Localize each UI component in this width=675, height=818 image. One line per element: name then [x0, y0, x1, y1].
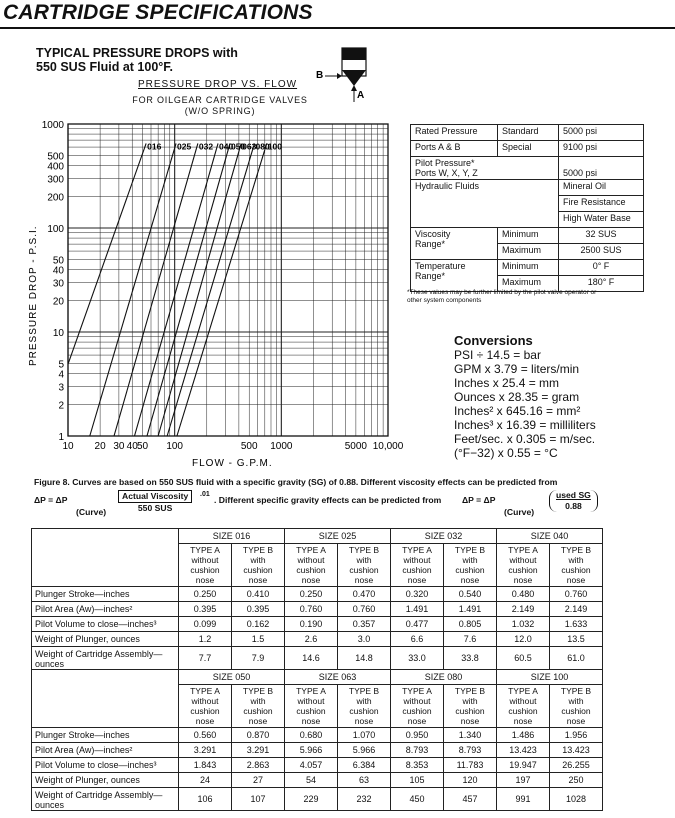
value-cell: 4.057	[285, 758, 338, 773]
conversions-heading: Conversions	[454, 333, 533, 348]
spec-cell: Maximum	[498, 244, 559, 260]
spec-cell: Mineral Oil	[559, 180, 644, 196]
row-label: Plunger Stroke—inches	[32, 728, 179, 743]
spec-cell-line: Range*	[415, 239, 446, 249]
blank-cell	[32, 685, 179, 728]
value-cell: 8.793	[444, 743, 497, 758]
section-title-line1: TYPICAL PRESSURE DROPS with	[36, 46, 238, 60]
value-cell: 0.250	[179, 587, 232, 602]
value-cell: 0.395	[179, 602, 232, 617]
cartridge-size-table	[31, 528, 603, 811]
spec-cell: 2500 SUS	[559, 244, 644, 260]
value-cell: 0.870	[232, 728, 285, 743]
series-label-080: 080	[255, 141, 270, 152]
value-cell: 27	[232, 773, 285, 788]
table-row	[32, 647, 603, 670]
value-cell: 2.149	[550, 602, 603, 617]
x-tick-label: 30	[113, 441, 125, 452]
conversion-line: GPM x 3.79 = liters/min	[454, 362, 580, 376]
series-label-100: 100	[267, 141, 282, 152]
series-line-025	[90, 143, 176, 436]
y-tick-label: 4	[58, 369, 64, 381]
value-cell: 0.950	[391, 728, 444, 743]
value-cell: 8.353	[391, 758, 444, 773]
series-label-063: 063	[242, 141, 257, 152]
value-cell: 3.291	[232, 743, 285, 758]
chart-subtitle-2: (W/O SPRING)	[184, 106, 256, 116]
figure-caption-line1: Figure 8. Curves are based on 550 SUS fluid with a specific gravity (SG) of 0.88. Different viscosity effects can be predicted from	[34, 477, 558, 487]
viscosity-ratio	[118, 490, 192, 514]
type-a-header: TYPE A without cushion nose	[391, 685, 444, 728]
value-cell: 11.783	[444, 758, 497, 773]
x-tick-label: 100	[166, 441, 184, 452]
value-cell: 0.190	[285, 617, 338, 632]
type-a-header: TYPE A without cushion nose	[179, 544, 232, 587]
table-row	[32, 587, 603, 602]
value-cell: 450	[391, 788, 444, 811]
x-tick-label: 5000	[344, 441, 368, 452]
figure-caption	[34, 476, 644, 518]
value-cell: 107	[232, 788, 285, 811]
value-cell: 2.863	[232, 758, 285, 773]
value-cell: 0.320	[391, 587, 444, 602]
port-a-label: A	[357, 90, 365, 101]
conversion-line: PSI ÷ 14.5 = bar	[454, 348, 541, 362]
delta-p-formula: ΔP = ΔP	[34, 495, 68, 505]
x-axis-label: FLOW - G.P.M.	[192, 458, 273, 469]
value-cell: 0.480	[497, 587, 550, 602]
spec-footnote: *These values may be further limited by the pilot valve operator or other system components	[407, 289, 597, 304]
type-b-header: TYPE B with cushion nose	[444, 544, 497, 587]
blank-cell	[32, 670, 179, 685]
spec-cell: Fire Resistance	[559, 196, 644, 212]
value-cell: 54	[285, 773, 338, 788]
value-cell: 2.6	[285, 632, 338, 647]
y-tick-label: 30	[52, 278, 64, 290]
spec-cell: 9100 psi	[559, 141, 644, 157]
y-axis-label: PRESSURE DROP - P.S.I.	[28, 225, 39, 366]
value-cell: 1.2	[179, 632, 232, 647]
table-row	[32, 632, 603, 647]
type-a-header: TYPE A without cushion nose	[497, 685, 550, 728]
value-cell: 13.423	[497, 743, 550, 758]
value-cell: 250	[550, 773, 603, 788]
y-tick-label: 20	[52, 296, 64, 308]
value-cell: 3.291	[179, 743, 232, 758]
figure-formula	[34, 492, 644, 518]
value-cell: 1.486	[497, 728, 550, 743]
row-label: Weight of Plunger, ounces	[32, 773, 179, 788]
value-cell: 0.560	[179, 728, 232, 743]
conversion-line: Ounces x 28.35 = gram	[454, 390, 580, 404]
row-label: Pilot Area (Aw)—inches²	[32, 743, 179, 758]
value-cell: 63	[338, 773, 391, 788]
value-cell: 3.0	[338, 632, 391, 647]
series-label-025: 025	[177, 141, 192, 152]
value-cell: 1.633	[550, 617, 603, 632]
size-header: SIZE 032	[391, 529, 497, 544]
spec-cell: Rated Pressure	[411, 125, 498, 141]
value-cell: 12.0	[497, 632, 550, 647]
value-cell: 0.680	[285, 728, 338, 743]
row-label: Plunger Stroke—inches	[32, 587, 179, 602]
size-header-row	[32, 670, 603, 685]
x-tick-label: 50	[136, 441, 149, 452]
table-row	[32, 773, 603, 788]
conversion-line: Feet/sec. x 0.305 = m/sec.	[454, 432, 596, 446]
conversion-line: Inches² x 645.16 = mm²	[454, 404, 581, 418]
value-cell: 0.162	[232, 617, 285, 632]
series-label-032: 032	[198, 141, 214, 152]
value-cell: 26.255	[550, 758, 603, 773]
series-label-050: 050	[230, 141, 246, 152]
value-cell: 0.760	[338, 602, 391, 617]
value-cell: 6.384	[338, 758, 391, 773]
value-cell: 1.843	[179, 758, 232, 773]
type-a-header: TYPE A without cushion nose	[497, 544, 550, 587]
value-cell: 7.6	[444, 632, 497, 647]
y-tick-label: 50	[52, 255, 64, 267]
series-line-100	[177, 141, 270, 436]
y-tick-label: 300	[47, 174, 64, 186]
port-b-label: B	[316, 70, 324, 81]
cartridge-valve-symbol	[315, 44, 375, 104]
value-cell: 8.793	[391, 743, 444, 758]
table-row	[32, 617, 603, 632]
y-tick-label: 500	[47, 151, 64, 163]
type-b-header: TYPE B with cushion nose	[338, 544, 391, 587]
value-cell: 13.5	[550, 632, 603, 647]
value-cell: 457	[444, 788, 497, 811]
x-tick-label: 10,000	[372, 441, 404, 452]
type-a-header: TYPE A without cushion nose	[285, 685, 338, 728]
series-line-032	[114, 143, 198, 436]
type-header-row	[32, 685, 603, 728]
plot-frame	[68, 124, 388, 436]
row-label: Pilot Volume to close—inches³	[32, 758, 179, 773]
value-cell: 0.395	[232, 602, 285, 617]
value-cell: 61.0	[550, 647, 603, 670]
spec-cell	[411, 157, 559, 180]
spec-cell: Standard	[498, 125, 559, 141]
series-line-080	[167, 141, 257, 436]
size-header: SIZE 016	[179, 529, 285, 544]
section-title	[36, 46, 238, 74]
chart-title: PRESSURE DROP VS. FLOW	[138, 79, 298, 90]
value-cell: 7.7	[179, 647, 232, 670]
type-header-row	[32, 544, 603, 587]
spec-cell-line: Pilot Pressure*	[415, 158, 475, 168]
type-b-header: TYPE B with cushion nose	[444, 685, 497, 728]
sg-ratio	[549, 490, 598, 512]
chart-subtitle: FOR OILGEAR CARTRIDGE VALVES	[132, 95, 308, 105]
size-header: SIZE 050	[179, 670, 285, 685]
value-cell: 14.6	[285, 647, 338, 670]
series-line-050	[147, 143, 230, 436]
rated-spec-table	[410, 124, 644, 292]
table-row	[32, 743, 603, 758]
row-label: Weight of Plunger, ounces	[32, 632, 179, 647]
value-cell: 33.0	[391, 647, 444, 670]
conversion-line: (°F−32) x 0.55 = °C	[454, 446, 558, 460]
blank-cell	[32, 544, 179, 587]
used-sg-label: used SG	[556, 490, 591, 500]
spec-cell-line: Viscosity	[415, 229, 451, 239]
value-cell: 5.966	[338, 743, 391, 758]
sus-label: 550 SUS	[137, 503, 173, 513]
value-cell: 0.477	[391, 617, 444, 632]
value-cell: 1.491	[444, 602, 497, 617]
y-tick-label: 40	[52, 265, 64, 277]
conversion-line: Inches x 25.4 = mm	[454, 376, 560, 390]
table-row	[32, 758, 603, 773]
value-cell: 106	[179, 788, 232, 811]
size-header: SIZE 100	[497, 670, 603, 685]
type-a-header: TYPE A without cushion nose	[391, 544, 444, 587]
spec-cell: Maximum	[498, 276, 559, 292]
value-cell: 19.947	[497, 758, 550, 773]
spec-cell-line: Temperature	[415, 261, 466, 271]
figure-caption-line2: . Different specific gravity effects can be predicted from	[214, 495, 442, 505]
value-cell: 0.805	[444, 617, 497, 632]
value-cell: 197	[497, 773, 550, 788]
type-a-header: TYPE A without cushion nose	[285, 544, 338, 587]
page-header-title: CARTRIDGE SPECIFICATIONS	[3, 1, 313, 24]
spec-cell: Hydraulic Fluids	[411, 180, 559, 228]
value-cell: 0.760	[550, 587, 603, 602]
value-cell: 7.9	[232, 647, 285, 670]
series-line-040	[134, 143, 218, 436]
spec-cell	[411, 228, 498, 260]
spec-cell: 5000 psi	[559, 157, 644, 180]
size-header-row	[32, 529, 603, 544]
spec-cell-line: Ports W, X, Y, Z	[415, 168, 478, 178]
value-cell: 13.423	[550, 743, 603, 758]
type-b-header: TYPE B with cushion nose	[338, 685, 391, 728]
value-cell: 1.491	[391, 602, 444, 617]
actual-viscosity-label: Actual Viscosity	[118, 490, 192, 503]
size-header: SIZE 063	[285, 670, 391, 685]
x-tick-label: 40	[126, 441, 138, 452]
y-tick-label: 5	[58, 359, 64, 371]
value-cell: 0.357	[338, 617, 391, 632]
row-label: Weight of Cartridge Assembly—ounces	[32, 647, 179, 670]
type-a-header: TYPE A without cushion nose	[179, 685, 232, 728]
spec-cell: Ports A & B	[411, 141, 498, 157]
value-cell: 1.032	[497, 617, 550, 632]
spec-cell: High Water Base	[559, 212, 644, 228]
value-cell: 1028	[550, 788, 603, 811]
value-cell: 1.5	[232, 632, 285, 647]
value-cell: 60.5	[497, 647, 550, 670]
y-tick-label: 100	[47, 224, 64, 235]
row-label: Weight of Cartridge Assembly—ounces	[32, 788, 179, 811]
value-cell: 229	[285, 788, 338, 811]
series-label-040: 040	[219, 141, 234, 152]
pressure-drop-chart	[22, 116, 417, 471]
value-cell: 0.470	[338, 587, 391, 602]
y-tick-label: 200	[47, 192, 64, 204]
series-line-016	[68, 143, 146, 364]
spec-cell-line: Range*	[415, 271, 446, 281]
value-cell: 991	[497, 788, 550, 811]
value-cell: 0.410	[232, 587, 285, 602]
value-cell: 1.340	[444, 728, 497, 743]
curve-label-2: (Curve)	[504, 507, 535, 517]
section-title-line2: 550 SUS Fluid at 100°F.	[36, 60, 173, 74]
value-cell: 0.099	[179, 617, 232, 632]
value-cell: 14.8	[338, 647, 391, 670]
type-b-header: TYPE B with cushion nose	[550, 544, 603, 587]
value-cell: 2.149	[497, 602, 550, 617]
blank-cell	[32, 529, 179, 544]
row-label: Pilot Area (Aw)—inches²	[32, 602, 179, 617]
sg-label: 0.88	[565, 501, 582, 511]
value-cell: 105	[391, 773, 444, 788]
table-row	[32, 788, 603, 811]
spec-cell	[411, 260, 498, 292]
y-tick-label: 1000	[41, 120, 64, 131]
y-tick-label: 1	[58, 432, 64, 443]
x-tick-label: 1000	[270, 441, 293, 452]
value-cell: 5.966	[285, 743, 338, 758]
table-row	[32, 602, 603, 617]
y-tick-label: 10	[52, 328, 64, 339]
delta-p-formula-2: ΔP = ΔP	[462, 495, 496, 505]
spec-cell: Minimum	[498, 228, 559, 244]
curve-label: (Curve)	[76, 507, 107, 517]
size-header: SIZE 080	[391, 670, 497, 685]
size-header: SIZE 025	[285, 529, 391, 544]
value-cell: 6.6	[391, 632, 444, 647]
row-label: Pilot Volume to close—inches³	[32, 617, 179, 632]
spec-cell: 0° F	[559, 260, 644, 276]
spec-cell: 32 SUS	[559, 228, 644, 244]
size-header: SIZE 040	[497, 529, 603, 544]
value-cell: 120	[444, 773, 497, 788]
value-cell: 0.540	[444, 587, 497, 602]
value-cell: 0.760	[285, 602, 338, 617]
spec-cell: Minimum	[498, 260, 559, 276]
series-label-016: 016	[147, 141, 162, 152]
y-tick-label: 3	[58, 382, 64, 394]
type-b-header: TYPE B with cushion nose	[232, 544, 285, 587]
type-b-header: TYPE B with cushion nose	[232, 685, 285, 728]
x-tick-label: 500	[240, 441, 258, 452]
table-row	[32, 728, 603, 743]
value-cell: 24	[179, 773, 232, 788]
conversion-line: Inches³ x 16.39 = milliliters	[454, 418, 596, 432]
value-cell: 232	[338, 788, 391, 811]
x-tick-label: 20	[94, 441, 106, 452]
value-cell: 1.956	[550, 728, 603, 743]
series-line-063	[158, 143, 241, 436]
value-cell: 33.8	[444, 647, 497, 670]
y-tick-label: 400	[47, 161, 64, 173]
spec-cell: 5000 psi	[559, 125, 644, 141]
header-rule	[0, 27, 675, 29]
value-cell: 1.070	[338, 728, 391, 743]
exponent: .01	[200, 491, 210, 498]
spec-cell: Special	[498, 141, 559, 157]
x-tick-label: 10	[62, 441, 74, 452]
type-b-header: TYPE B with cushion nose	[550, 685, 603, 728]
spec-cell: 180° F	[559, 276, 644, 292]
value-cell: 0.250	[285, 587, 338, 602]
y-tick-label: 2	[58, 400, 64, 412]
